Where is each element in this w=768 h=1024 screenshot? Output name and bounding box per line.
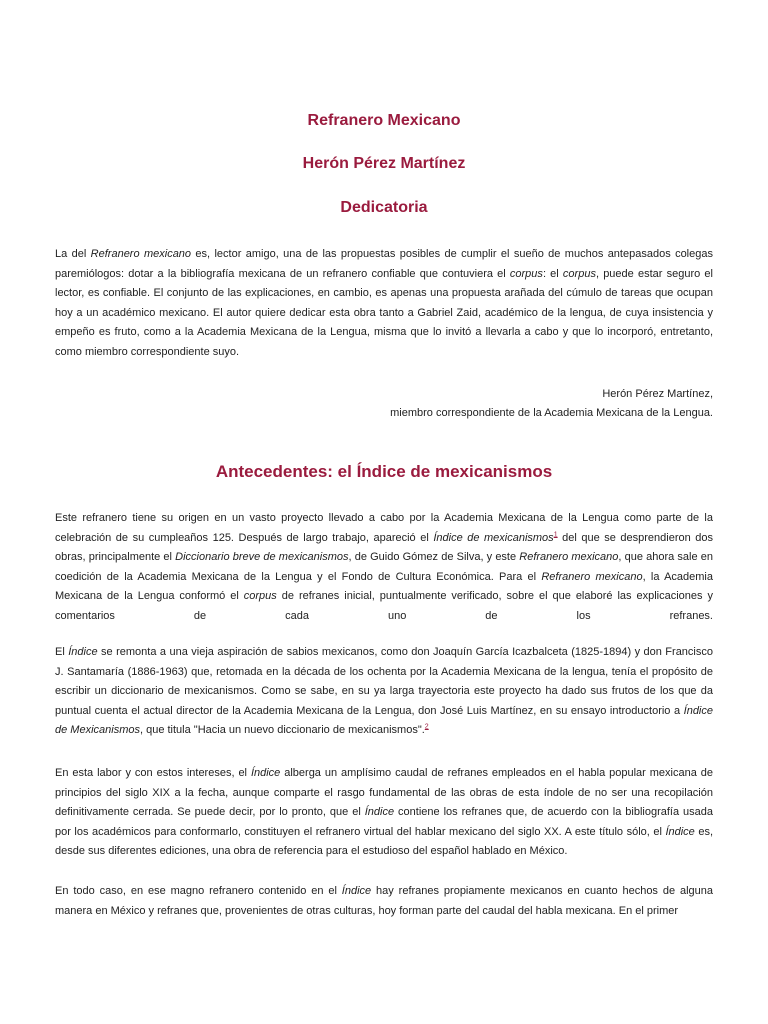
body-paragraph-todo-caso <box>55 882 713 921</box>
text-run: , puede estar seguro el lector, es confiable. El conjunto de las explicaciones, en cambio, es apenas una propuesta arañada del cúmulo de tareas que ocupan hoy a un académico mexicano. El autor quiere dedicar esta obra tanto a Gabriel Zaid, académico de la lengua, de cuya insistencia y empeño es fruto, como a la Academia Mexicana de la Lengua, misma que lo invitó a llevarla a cabo y que lo incorporó, entretanto, como miembro correspondiente suyo. <box>55 267 713 358</box>
signature-name: Herón Pérez Martínez, <box>602 388 713 400</box>
italic-text: corpus <box>509 267 543 280</box>
footnote-link-2[interactable]: 2 <box>424 723 429 731</box>
signature-role: miembro correspondiente de la Academia Mexicana de la Lengua. <box>390 407 713 419</box>
text-run: En todo caso, en ese magno refranero contenido en el <box>55 885 342 897</box>
text-run: , que titula "Hacia un nuevo diccionario de mexicanismos". <box>139 724 425 736</box>
text-run: La del <box>55 248 91 260</box>
italic-text: Índice <box>250 767 281 779</box>
text-run: alberga un amplísimo caudal de refranes empleados en el habla popular mexicana de principios del siglo XIX a la fecha, aunque comparte el rasgo fundamental de las obras de esta índole de no ser una recopilación definitivamente cerrada. Se puede decir, por lo pronto, que el <box>55 767 713 818</box>
text-run: contiene los refranes que, de acuerdo con la bibliografía usada por los académicos para conformarlo, constituyen el refranero virtual del hablar mexicano del siglo XX. A este título sólo, el <box>55 806 714 838</box>
text-run: es, desde sus diferentes ediciones, una obra de referencia para el estudioso del español hablado en México. <box>55 825 713 857</box>
body-paragraph-labor <box>55 764 713 862</box>
italic-text: Refranero mexicano <box>519 551 619 563</box>
italic-text: Refranero mexicano <box>541 570 643 583</box>
text-run: del que se desprendieron dos obras, principalmente el <box>55 531 714 563</box>
section-heading-antecedentes: Antecedentes: el Índice de mexicanismos <box>215 462 553 481</box>
document-author: Herón Pérez Martínez <box>302 155 466 172</box>
italic-text: Índice <box>665 825 695 838</box>
italic-text: Refranero mexicano <box>90 248 192 260</box>
text-run: Este refranero tiene su origen en un vasto proyecto llevado a cabo por la Academia Mexicana de la Lengua como parte de la celebración de su cumpleaños 125. Después de largo trabajo, apareció el <box>55 512 713 544</box>
text-run: se remonta a una vieja aspiración de sabios mexicanos, como don Joaquín García Icazbalceta (1825-1894) y don Francisco J. Santamaría (1886-1963) que, retomada en la década de los ochenta por la Academia Mexicana de la lengua, tenía el propósito de escribir un diccionario de mexicanismos. Como se sabe, en su ya larga trayectoria este proyecto ha dado sus frutos de los que da puntual cuenta el actual director de la Academia Mexicana de la Lengua, don José Luis Martínez, en su ensayo introductorio a <box>55 646 713 717</box>
text-run: : el <box>542 267 563 280</box>
italic-text: corpus <box>243 590 277 602</box>
document-title: Refranero Mexicano <box>307 112 461 129</box>
italic-text: Índice <box>341 885 372 897</box>
section-heading-dedicatoria: Dedicatoria <box>340 199 428 216</box>
footnote-link-1[interactable]: 1 <box>553 530 558 538</box>
text-run: El <box>55 646 69 658</box>
italic-text: corpus <box>562 267 596 280</box>
italic-text: Índice <box>68 646 98 658</box>
italic-text: Diccionario breve de mexicanismos <box>175 551 349 563</box>
body-paragraph-indice <box>55 643 713 741</box>
text-run: , que ahora sale en coedición de la Academia Mexicana de la Lengua y el Fondo de Cultura Económica. Para el <box>55 551 714 583</box>
text-run: de refranes inicial, puntualmente verificado, sobre el que elaboré las explicaciones y comentarios de cada uno de los refranes. <box>55 590 713 622</box>
italic-text: Índice de Mexicanismos <box>55 704 713 736</box>
body-paragraph-origin <box>55 509 713 626</box>
text-run: hay refranes propiamente mexicanos en cuanto hechos de alguna manera en México y refranes que, provenientes de otras culturas, hoy forman parte del caudal del habla mexicana. En el primer <box>55 885 713 917</box>
italic-text: Índice de mexicanismos <box>433 531 554 544</box>
italic-text: Índice <box>364 806 395 818</box>
text-run: , la Academia Mexicana de la Lengua conformó el <box>55 570 713 602</box>
text-run: , de Guido Gómez de Silva, y este <box>348 551 520 563</box>
text-run: es, lector amigo, una de las propuestas posibles de cumplir el sueño de muchos antepasados colegas paremiólogos: dotar a la bibliografía mexicana de un refranero confiable que contuviera el <box>55 248 713 280</box>
dedication-paragraph <box>55 245 713 362</box>
text-run: En esta labor y con estos intereses, el <box>55 767 251 779</box>
